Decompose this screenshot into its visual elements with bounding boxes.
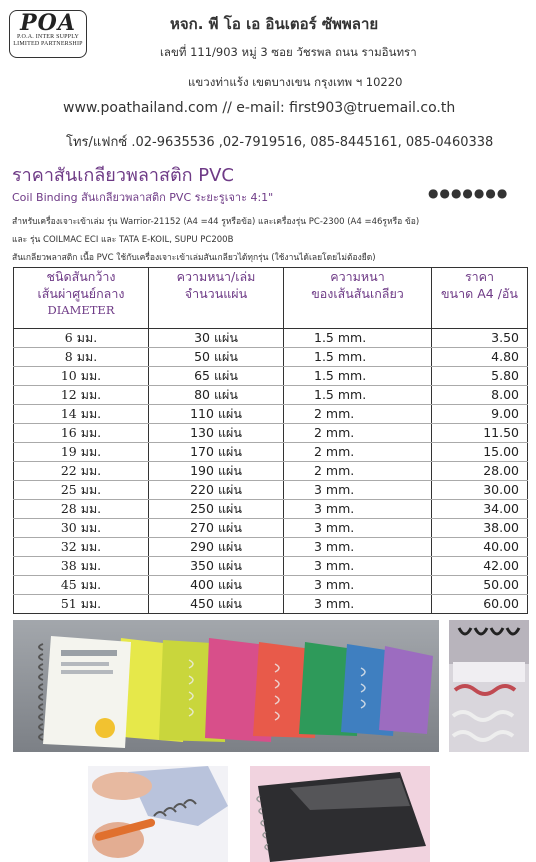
- coil-notebooks-photo: [13, 620, 439, 752]
- diameter-cell: 32 มม.: [14, 538, 149, 557]
- note-line-3: สันเกลียวพลาสติก เนื้อ PVC ใช้กับเครื่องเจาะเข้าเล่มสันเกลียวได้ทุกรุ่น (ใช้งานได้เลยโดยไม่ต้องยืด): [12, 253, 376, 263]
- page-subtitle: Coil Binding สันเกลียวพลาสติก PVC ระยะรูเจาะ 4:1": [12, 191, 274, 204]
- phone-fax: โทร/แฟกซ์ .02-9635536 ,02-7919516, 085-8445161, 085-0460338: [66, 135, 494, 150]
- diameter-cell: 19 มม.: [14, 443, 149, 462]
- address-line-1: เลขที่ 111/903 หมู่ 3 ซอย วัชรพล ถนน รามอินทรา: [160, 45, 417, 59]
- table-row: [14, 405, 528, 424]
- header-diameter-line-3: DIAMETER: [47, 303, 115, 317]
- thickness-cell: 2 mm.: [284, 405, 432, 424]
- price-cell: 34.00: [432, 500, 528, 519]
- price-cell: 60.00: [432, 595, 528, 614]
- capacity-cell: 350 แผ่น: [149, 557, 284, 576]
- diameter-cell: 22 มม.: [14, 462, 149, 481]
- header-thickness: [284, 268, 432, 329]
- header-price: [432, 268, 528, 329]
- capacity-cell: 450 แผ่น: [149, 595, 284, 614]
- diameter-cell: 10 มม.: [14, 367, 149, 386]
- coil-closeup-image: [449, 620, 529, 752]
- price-cell: 28.00: [432, 462, 528, 481]
- thickness-cell: 2 mm.: [284, 443, 432, 462]
- thickness-cell: 2 mm.: [284, 424, 432, 443]
- thickness-cell: 3 mm.: [284, 576, 432, 595]
- price-cell: 15.00: [432, 443, 528, 462]
- price-table: [13, 267, 528, 614]
- diameter-cell: 38 มม.: [14, 557, 149, 576]
- price-cell: 9.00: [432, 405, 528, 424]
- diameter-cell: 12 มม.: [14, 386, 149, 405]
- price-cell: 8.00: [432, 386, 528, 405]
- price-cell: 38.00: [432, 519, 528, 538]
- capacity-cell: 170 แผ่น: [149, 443, 284, 462]
- note-line-1: สำหรับเครื่องเจาะเข้าเล่ม รุ่น Warrior-21152 (A4 =44 รูหรือข้อ) และเครื่องรุ่น PC-2300 (A4 =46รูหรือ ข้อ): [12, 217, 420, 227]
- price-cell: 40.00: [432, 538, 528, 557]
- table-row: [14, 424, 528, 443]
- address-line-2: แขวงท่าแร้ง เขตบางเขน กรุงเทพ ฯ 10220: [188, 75, 403, 89]
- table-row: [14, 519, 528, 538]
- coil-notebooks-image: [13, 620, 439, 752]
- header-thickness-line-2: ของเส้นสันเกลียว: [311, 286, 404, 301]
- diameter-cell: 30 มม.: [14, 519, 149, 538]
- header-thickness-line-1: ความหนา: [330, 269, 385, 284]
- bound-book-photo: [250, 766, 430, 862]
- table-row: [14, 538, 528, 557]
- page-title: ราคาสันเกลียวพลาสติก PVC: [12, 165, 234, 186]
- capacity-cell: 290 แผ่น: [149, 538, 284, 557]
- capacity-cell: 400 แผ่น: [149, 576, 284, 595]
- thickness-cell: 1.5 mm.: [284, 329, 432, 348]
- diameter-cell: 6 มม.: [14, 329, 149, 348]
- header-diameter: [14, 268, 149, 329]
- diameter-cell: 25 มม.: [14, 481, 149, 500]
- header-capacity-line-2: จำนวนแผ่น: [184, 286, 248, 301]
- coil-insertion-image: [88, 766, 228, 862]
- price-cell: 5.80: [432, 367, 528, 386]
- thickness-cell: 1.5 mm.: [284, 367, 432, 386]
- capacity-cell: 30 แผ่น: [149, 329, 284, 348]
- table-row: [14, 595, 528, 614]
- header-price-line-2: ขนาด A4 /อัน: [441, 286, 518, 301]
- diameter-cell: 16 มม.: [14, 424, 149, 443]
- capacity-cell: 190 แผ่น: [149, 462, 284, 481]
- diameter-cell: 28 มม.: [14, 500, 149, 519]
- price-cell: 42.00: [432, 557, 528, 576]
- capacity-cell: 80 แผ่น: [149, 386, 284, 405]
- thickness-cell: 1.5 mm.: [284, 348, 432, 367]
- table-row: [14, 348, 528, 367]
- capacity-cell: 220 แผ่น: [149, 481, 284, 500]
- coil-closeup-photo: [449, 620, 529, 752]
- logo-line-1: P.O.A. INTER SUPPLY: [16, 34, 80, 40]
- table-row: [14, 462, 528, 481]
- price-cell: 50.00: [432, 576, 528, 595]
- price-cell: 30.00: [432, 481, 528, 500]
- header-diameter-line-2: เส้นผ่าศูนย์กลาง: [37, 286, 125, 301]
- logo-mark: POA: [20, 10, 76, 36]
- diameter-cell: 45 มม.: [14, 576, 149, 595]
- thickness-cell: 3 mm.: [284, 538, 432, 557]
- diameter-cell: 14 มม.: [14, 405, 149, 424]
- diameter-cell: 8 มม.: [14, 348, 149, 367]
- capacity-cell: 270 แผ่น: [149, 519, 284, 538]
- note-line-2: และ รุ่น COILMAC ECI และ TATA E-KOIL, SUPU PC200B: [12, 235, 234, 245]
- capacity-cell: 50 แผ่น: [149, 348, 284, 367]
- table-row: [14, 557, 528, 576]
- table-row: [14, 481, 528, 500]
- capacity-cell: 130 แผ่น: [149, 424, 284, 443]
- header-capacity-line-1: ความหนา/เล่ม: [176, 269, 256, 284]
- table-row: [14, 329, 528, 348]
- table-row: [14, 367, 528, 386]
- price-cell: 3.50: [432, 329, 528, 348]
- table-row: [14, 500, 528, 519]
- table-row: [14, 443, 528, 462]
- header-price-line-1: ราคา: [464, 269, 495, 284]
- thickness-cell: 2 mm.: [284, 462, 432, 481]
- price-cell: 11.50: [432, 424, 528, 443]
- dots-decoration: ●●●●●●●: [428, 186, 509, 200]
- capacity-cell: 65 แผ่น: [149, 367, 284, 386]
- capacity-cell: 250 แผ่น: [149, 500, 284, 519]
- diameter-cell: 51 มม.: [14, 595, 149, 614]
- table-body: [14, 329, 528, 614]
- website-email: www.poathailand.com // e-mail: first903@truemail.co.th: [63, 100, 456, 116]
- capacity-cell: 110 แผ่น: [149, 405, 284, 424]
- thickness-cell: 3 mm.: [284, 519, 432, 538]
- table-row: [14, 576, 528, 595]
- coil-insertion-photo: [88, 766, 228, 862]
- header-capacity: [149, 268, 284, 329]
- price-cell: 4.80: [432, 348, 528, 367]
- thickness-cell: 3 mm.: [284, 481, 432, 500]
- bound-book-image: [250, 766, 430, 862]
- thickness-cell: 3 mm.: [284, 557, 432, 576]
- thickness-cell: 1.5 mm.: [284, 386, 432, 405]
- thickness-cell: 3 mm.: [284, 500, 432, 519]
- logo-line-2: LIMITED PARTNERSHIP: [13, 41, 83, 47]
- company-logo: [9, 10, 87, 58]
- company-name: หจก. พี โอ เอ อินเตอร์ ซัพพลาย: [170, 15, 379, 33]
- header-diameter-line-1: ชนิดสันกว้าง: [46, 269, 116, 284]
- thickness-cell: 3 mm.: [284, 595, 432, 614]
- table-header-row: [14, 268, 528, 329]
- table-row: [14, 386, 528, 405]
